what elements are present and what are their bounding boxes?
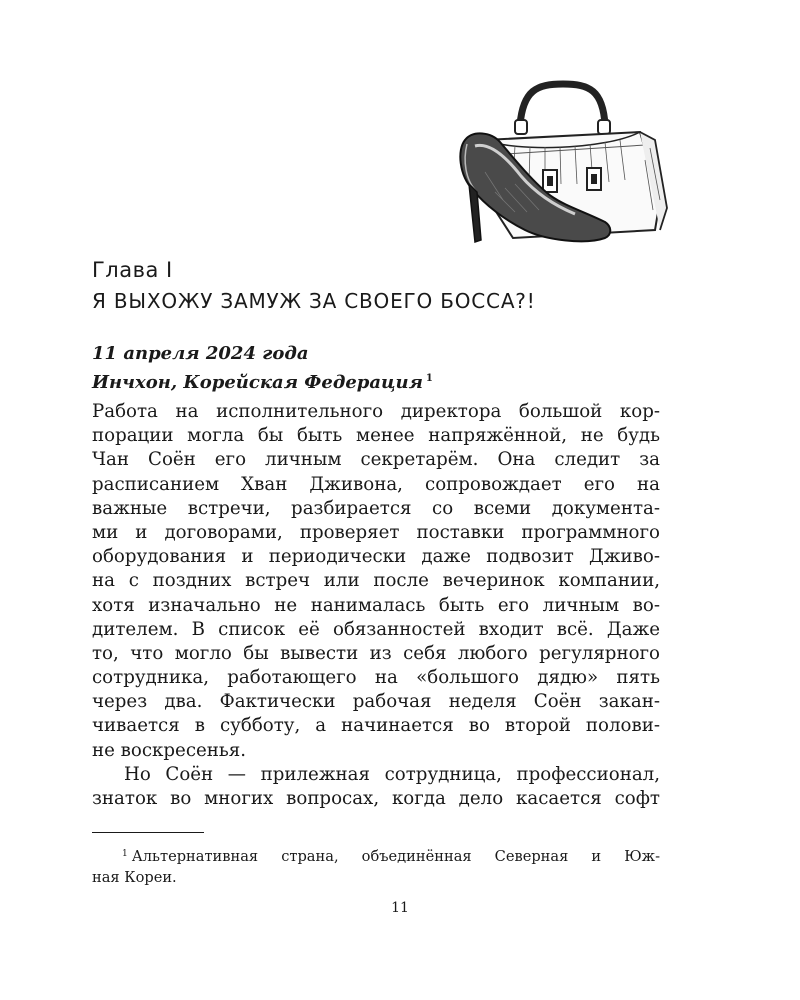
body-line: то, что могло бы вывести из себя любого регулярного	[92, 642, 660, 664]
footnote-line: ная Кореи.	[92, 869, 177, 886]
dateline-place: Инчхон, Корейская Федерация	[92, 372, 423, 393]
footnote-marker: 1	[122, 849, 128, 859]
body-line: через два. Фактически рабочая неделя Соён закан-	[92, 691, 660, 713]
body-line: Но Соён — прилежная сотрудница, профессионал,	[124, 763, 660, 785]
body-line: сотрудника, работающего на «большого дядю» пять	[92, 667, 660, 689]
body-line: порации могла бы быть менее напряжённой, не будь	[92, 425, 660, 447]
dateline-place-row	[92, 366, 433, 395]
chapter-label: Глава I	[92, 258, 173, 282]
body-line: не воскресенья.	[92, 739, 247, 761]
body-line: расписанием Хван Дживона, сопровождает его на	[92, 473, 660, 495]
dateline-date: 11 апреля 2024 года	[92, 343, 309, 364]
body-line: Работа на исполнительного директора большой кор-	[92, 401, 660, 422]
footnote	[92, 842, 660, 890]
body-line: Чан Соён его личным секретарём. Она следит за	[92, 449, 660, 471]
body-line: дителем. В список её обязанностей входит всё. Даже	[92, 618, 660, 640]
body-line: хотя изначально не нанималась быть его личным во-	[92, 594, 660, 616]
body-text	[92, 400, 660, 811]
handbag-and-shoe-illustration	[455, 80, 670, 250]
body-line: знаток во многих вопросах, когда дело касается софт	[92, 788, 660, 809]
body-line: на с поздних встреч или после вечеринок компании,	[92, 570, 660, 592]
body-line: оборудования и периодически даже подвозит Дживо-	[92, 546, 660, 568]
chapter-title: Я ВЫХОЖУ ЗАМУЖ ЗА СВОЕГО БОССА?!	[92, 289, 536, 313]
body-line: важные встречи, разбирается со всеми документа-	[92, 497, 660, 519]
dateline	[92, 341, 433, 395]
body-line: чивается в субботу, а начинается во второй полови-	[92, 715, 660, 737]
footnote-divider	[92, 832, 204, 833]
page-number: 11	[391, 900, 409, 916]
footnote-text: Альтернативная страна, объединённая Северная и Юж-	[131, 848, 660, 865]
footnote-reference: 1	[425, 373, 433, 384]
body-line: ми и договорами, проверяет поставки программного	[92, 521, 660, 543]
footnote-line	[92, 842, 660, 866]
